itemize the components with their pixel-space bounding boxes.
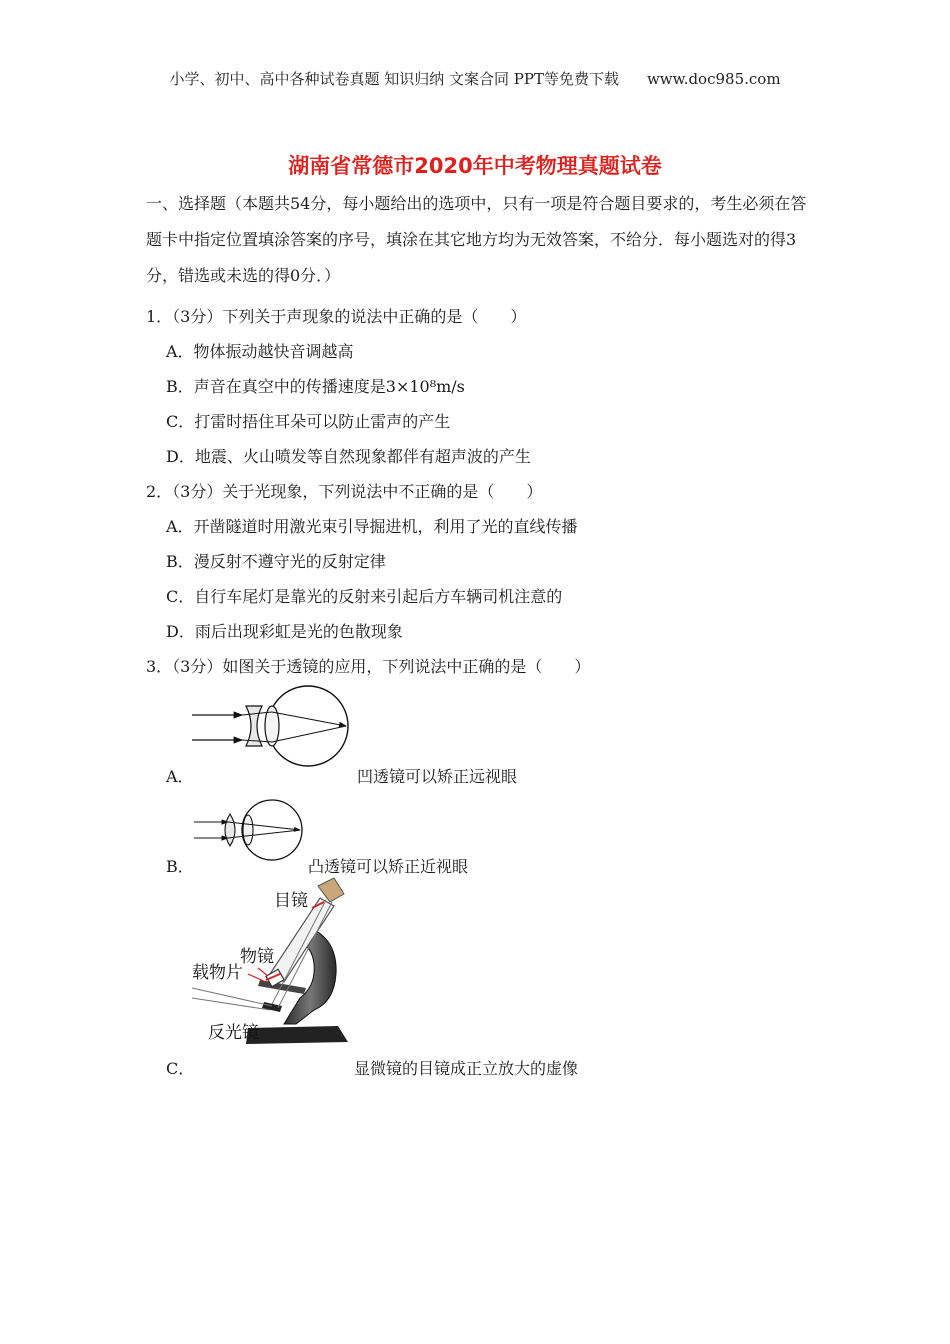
header-text: 小学、初中、高中各种试卷真题 知识归纳 文案合同 PPT等免费下载 [169, 70, 619, 88]
eye-convex-lens-figure [192, 796, 307, 866]
question-2-stem: 2．（3分）关于光现象，下列说法中不正确的是（ ） [146, 482, 543, 501]
label-objective: 物镜 [240, 947, 274, 967]
page-header [0, 68, 950, 89]
header-site: www.doc985.com [646, 70, 781, 88]
section-intro: 一、选择题（本题共54分，每小题给出的选项中，只有一项是符合题目要求的，考生必须在答题卡中指定位置填涂答案的序号，填涂在其它地方均为无效答案，不给分．每小题选对的得3分，错选或未选的得0分．） [146, 194, 807, 285]
q2-option-d: D．雨后出现彩虹是光的色散现象 [166, 622, 403, 641]
q1-option-b: B．声音在真空中的传播速度是3×10⁸m/s [166, 377, 465, 396]
q3-option-b-letter: B． [166, 857, 194, 876]
question-3-stem: 3．（3分）如图关于透镜的应用，下列说法中正确的是（ ） [146, 657, 591, 676]
microscope-figure [188, 878, 358, 1050]
label-mirror: 反光镜 [208, 1023, 259, 1043]
q1-option-a: A．物体振动越快音调越高 [166, 342, 354, 361]
eye-concave-lens-figure [190, 684, 360, 772]
q3-option-a-letter: A． [166, 767, 194, 786]
q3-option-c-letter: C． [166, 1059, 195, 1078]
q1-option-c: C．打雷时捂住耳朵可以防止雷声的产生 [166, 412, 451, 431]
label-slide: 载物片 [192, 963, 243, 983]
q2-option-c: C．自行车尾灯是靠光的反射来引起后方车辆司机注意的 [166, 587, 563, 606]
q2-option-b: B．漫反射不遵守光的反射定律 [166, 552, 386, 571]
label-eyepiece: 目镜 [274, 891, 308, 911]
q2-option-a: A．开凿隧道时用激光束引导掘进机，利用了光的直线传播 [166, 517, 578, 536]
q3-option-a-caption: 凹透镜可以矫正远视眼 [357, 767, 518, 786]
q3-option-b-caption: 凸透镜可以矫正近视眼 [308, 857, 469, 876]
q1-option-d: D．地震、火山喷发等自然现象都伴有超声波的产生 [166, 447, 531, 466]
question-1-stem: 1．（3分）下列关于声现象的说法中正确的是（ ） [146, 307, 527, 326]
page-title: 湖南省常德市2020年中考物理真题试卷 [288, 154, 662, 178]
q3-option-c-caption: 显微镜的目镜成正立放大的虚像 [354, 1059, 579, 1078]
